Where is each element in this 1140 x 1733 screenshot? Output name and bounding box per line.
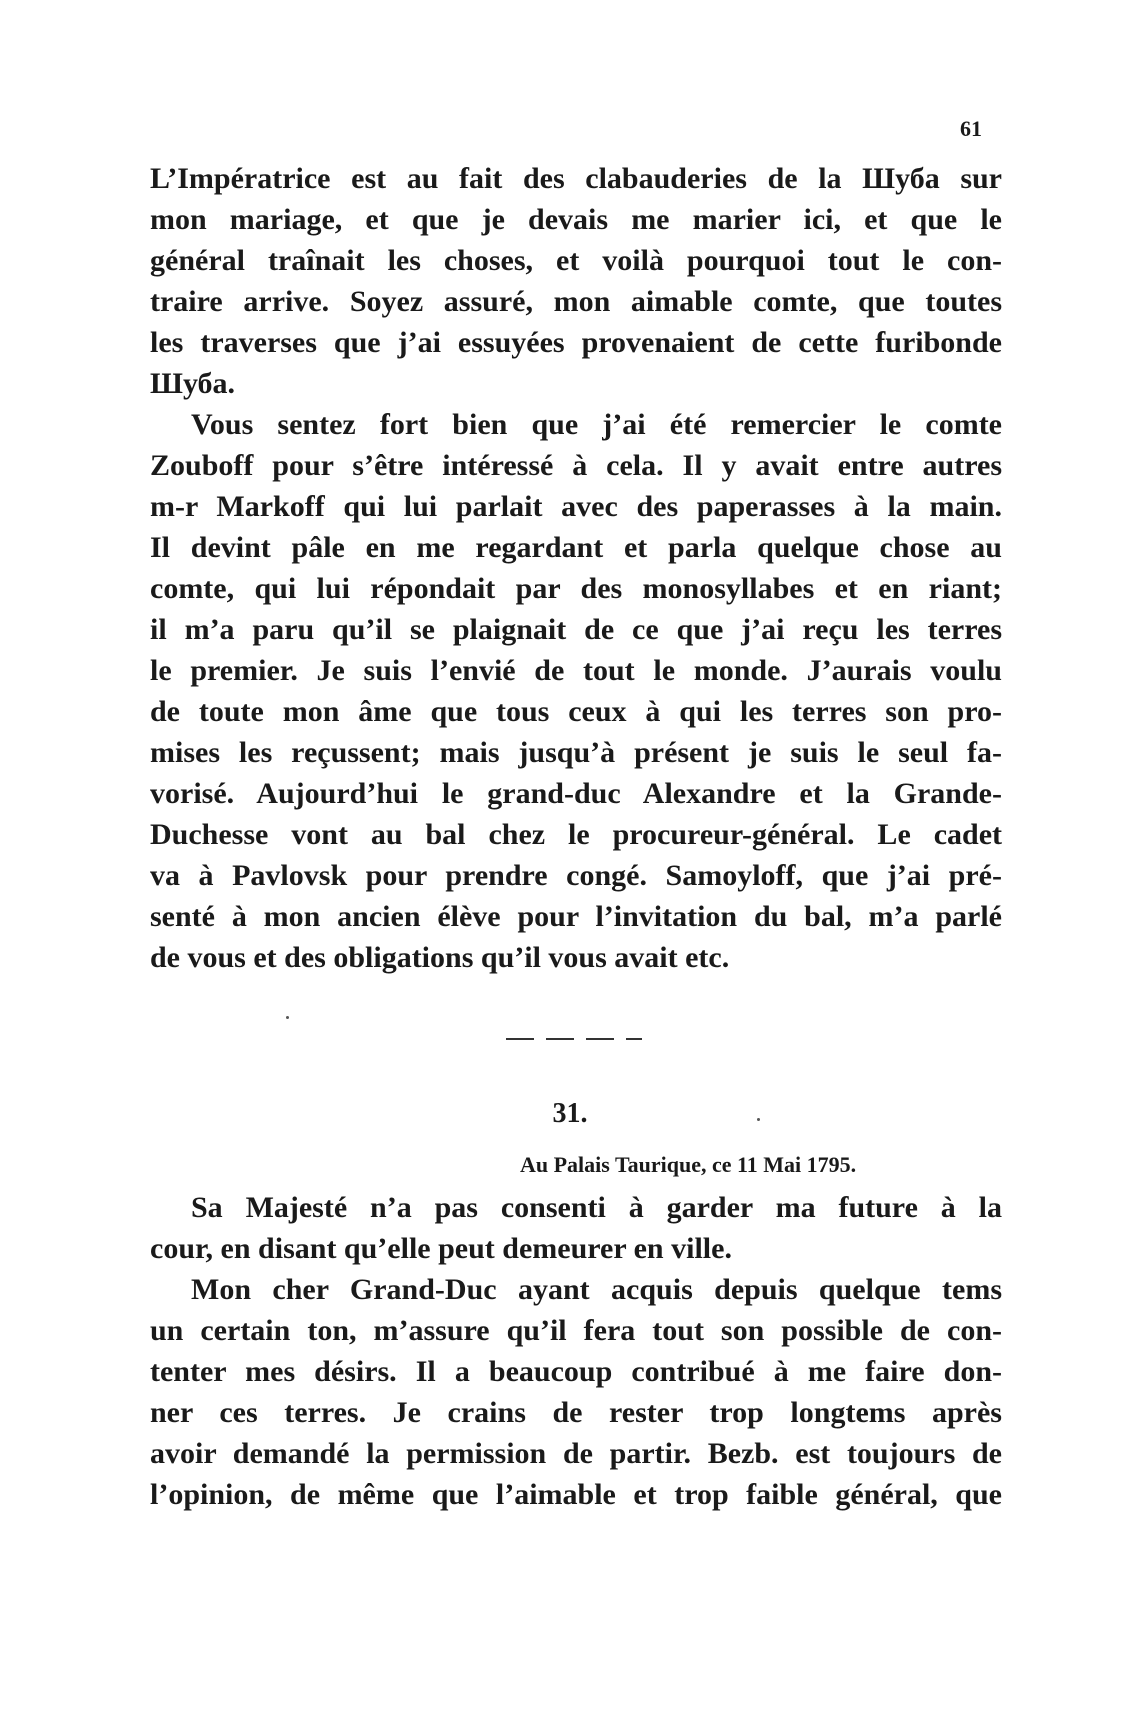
text-line: Duchesse vont au bal chez le procureur-général. Le cadet [150,818,1002,851]
text-line: général traînait les choses, et voilà pourquoi tout le con- [150,244,1002,277]
print-speck [757,1118,760,1121]
letter-text-block [150,158,1002,978]
text-line: ner ces terres. Je crains de rester trop longtems après [150,1396,1002,1429]
print-speck [286,1016,289,1019]
text-line: il m’a paru qu’il se plaignait de ce que j’ai reçu les terres [150,613,1002,646]
text-line: Sa Majesté n’a pas consenti à garder ma future à la [191,1191,1002,1224]
text-line: traire arrive. Soyez assuré, mon aimable comte, que toutes [150,285,1002,318]
text-line: m-r Markoff qui lui parlait avec des paperasses à la main. [150,490,1002,523]
text-line: Шуба. [150,367,236,400]
text-line: mises les reçussent; mais jusqu’à présent je suis le seul fa- [150,736,1002,769]
text-line: senté à mon ancien élève pour l’invitation du bal, m’a parlé [150,900,1002,933]
section-number: 31. [552,1098,588,1129]
text-line: de toute mon âme que tous ceux à qui les terres son pro- [150,695,1002,728]
section-separator-rule [506,1038,642,1040]
text-line: l’opinion, de même que l’aimable et trop faible général, que [150,1478,1002,1511]
text-line: Zouboff pour s’être intéressé à cela. Il y avait entre autres [150,449,1002,482]
text-line: vorisé. Aujourd’hui le grand-duc Alexandre et la Grande- [150,777,1002,810]
text-line: le premier. Je suis l’envié de tout le monde. J’aurais voulu [150,654,1002,687]
text-line: L’Impératrice est au fait des clabauderies de la Шуба sur [150,162,1002,195]
text-line: Vous sentez fort bien que j’ai été remercier le comte [191,408,1002,441]
text-line: va à Pavlovsk pour prendre congé. Samoyloff, que j’ai pré- [150,859,1002,892]
text-line: Mon cher Grand-Duc ayant acquis depuis quelque tems [191,1273,1002,1306]
text-line: mon mariage, et que je devais me marier ici, et que le [150,203,1002,236]
text-line: les traverses que j’ai essuyées provenaient de cette furibonde [150,326,1002,359]
text-line: de vous et des obligations qu’il vous avait etc. [150,941,730,974]
page-number: 61 [960,116,982,141]
text-line: avoir demandé la permission de partir. Bezb. est toujours de [150,1437,1002,1470]
text-line: Il devint pâle en me regardant et parla quelque chose au [150,531,1002,564]
text-line: cour, en disant qu’elle peut demeurer en ville. [150,1232,732,1265]
text-line: un certain ton, m’assure qu’il fera tout son possible de con- [150,1314,1002,1347]
letter-text-block [150,1187,1002,1515]
text-line: comte, qui lui répondait par des monosyllabes et en riant; [150,572,1002,605]
text-line: tenter mes désirs. Il a beaucoup contribué à me faire don- [150,1355,1002,1388]
letter-dateline: Au Palais Taurique, ce 11 Mai 1795. [520,1152,857,1177]
